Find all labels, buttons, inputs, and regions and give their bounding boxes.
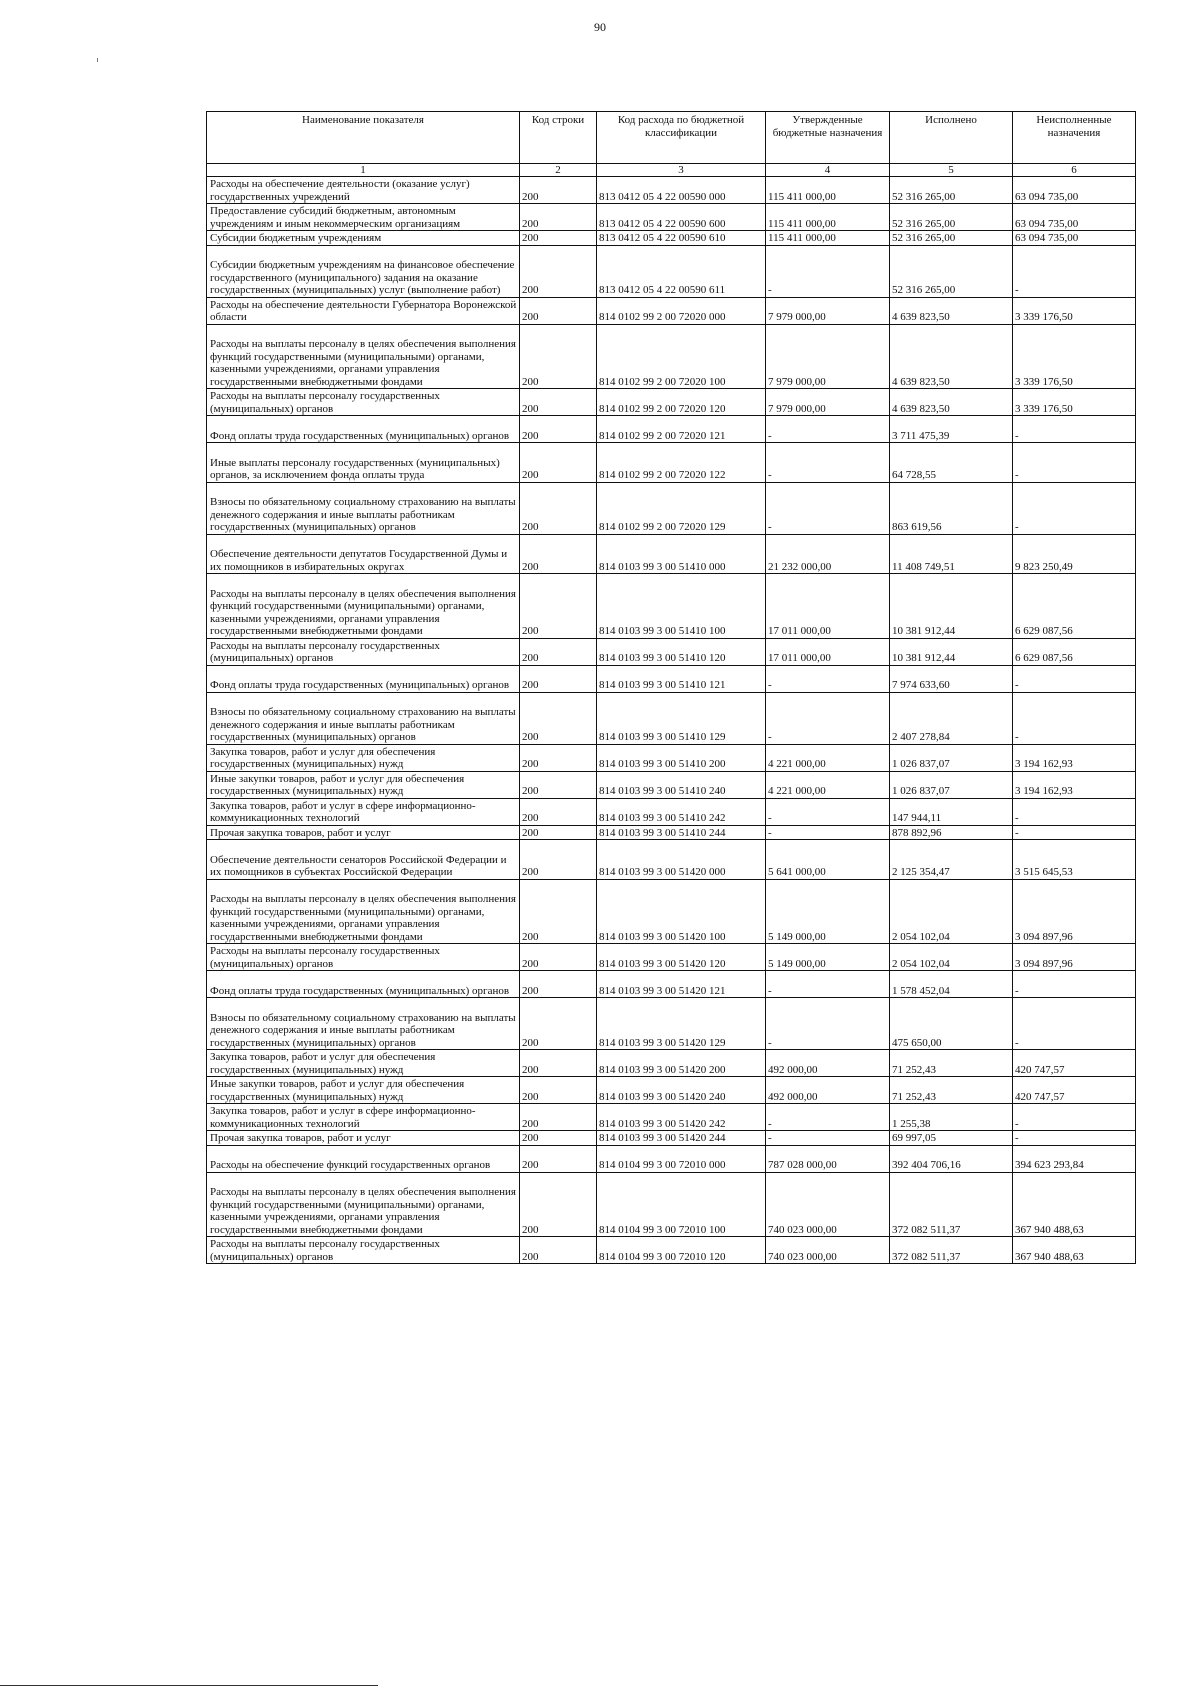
indicator-name-cell: Расходы на выплаты персоналу в целях обеспечения выполнения функций государственными (муниципальными) органами, казенными учреждениями, органами управления государственными внебюджетными фондами [207, 574, 520, 639]
approved-amount-cell: - [766, 1104, 890, 1131]
executed-amount-cell: 4 639 823,50 [890, 324, 1013, 389]
approved-amount-cell: 492 000,00 [766, 1077, 890, 1104]
table-row [207, 324, 1136, 389]
table-row [207, 944, 1136, 971]
header-unexecuted: Неисполненные назначения [1013, 112, 1136, 164]
indicator-name-cell: Фонд оплаты труда государственных (муниципальных) органов [207, 971, 520, 998]
line-code-cell: 200 [520, 638, 597, 665]
executed-amount-cell: 2 054 102,04 [890, 879, 1013, 944]
footer-divider [0, 1685, 378, 1686]
indicator-name-cell: Расходы на выплаты персоналу государственных (муниципальных) органов [207, 638, 520, 665]
executed-amount-cell: 4 639 823,50 [890, 297, 1013, 324]
unexecuted-amount-cell: 367 940 488,63 [1013, 1172, 1136, 1237]
indicator-name-cell: Взносы по обязательному социальному страхованию на выплаты денежного содержания и иные выплаты работникам государственных (муниципальных) органов [207, 998, 520, 1050]
budget-code-cell: 814 0103 99 3 00 51410 244 [597, 825, 766, 840]
budget-code-cell: 813 0412 05 4 22 00590 610 [597, 231, 766, 246]
indicator-name-cell: Фонд оплаты труда государственных (муниципальных) органов [207, 416, 520, 443]
budget-code-cell: 814 0103 99 3 00 51420 100 [597, 879, 766, 944]
approved-amount-cell: 5 149 000,00 [766, 879, 890, 944]
approved-amount-cell: 115 411 000,00 [766, 177, 890, 204]
table-row [207, 879, 1136, 944]
unexecuted-amount-cell: - [1013, 692, 1136, 744]
executed-amount-cell: 1 578 452,04 [890, 971, 1013, 998]
budget-code-cell: 814 0103 99 3 00 51410 200 [597, 744, 766, 771]
executed-amount-cell: 2 407 278,84 [890, 692, 1013, 744]
line-code-cell: 200 [520, 879, 597, 944]
approved-amount-cell: 5 149 000,00 [766, 944, 890, 971]
line-code-cell: 200 [520, 744, 597, 771]
unexecuted-amount-cell: 6 629 087,56 [1013, 574, 1136, 639]
line-code-cell: 200 [520, 971, 597, 998]
approved-amount-cell: 115 411 000,00 [766, 204, 890, 231]
executed-amount-cell: 64 728,55 [890, 443, 1013, 483]
column-number: 2 [520, 164, 597, 177]
executed-amount-cell: 475 650,00 [890, 998, 1013, 1050]
line-code-cell: 200 [520, 840, 597, 880]
approved-amount-cell: 492 000,00 [766, 1050, 890, 1077]
budget-code-cell: 814 0103 99 3 00 51410 100 [597, 574, 766, 639]
executed-amount-cell: 11 408 749,51 [890, 534, 1013, 574]
approved-amount-cell: 740 023 000,00 [766, 1172, 890, 1237]
unexecuted-amount-cell: 3 339 176,50 [1013, 389, 1136, 416]
budget-code-cell: 814 0103 99 3 00 51420 121 [597, 971, 766, 998]
indicator-name-cell: Расходы на обеспечение деятельности (оказание услуг) государственных учреждений [207, 177, 520, 204]
line-code-cell: 200 [520, 574, 597, 639]
line-code-cell: 200 [520, 177, 597, 204]
table-row [207, 1050, 1136, 1077]
indicator-name-cell: Субсидии бюджетным учреждениям [207, 231, 520, 246]
budget-code-cell: 814 0103 99 3 00 51410 242 [597, 798, 766, 825]
executed-amount-cell: 878 892,96 [890, 825, 1013, 840]
approved-amount-cell: - [766, 692, 890, 744]
indicator-name-cell: Прочая закупка товаров, работ и услуг [207, 825, 520, 840]
budget-code-cell: 813 0412 05 4 22 00590 611 [597, 245, 766, 297]
line-code-cell: 200 [520, 534, 597, 574]
table-row [207, 638, 1136, 665]
executed-amount-cell: 372 082 511,37 [890, 1237, 1013, 1264]
unexecuted-amount-cell: - [1013, 482, 1136, 534]
approved-amount-cell: 5 641 000,00 [766, 840, 890, 880]
table-row [207, 1145, 1136, 1172]
table-row [207, 825, 1136, 840]
budget-code-cell: 814 0104 99 3 00 72010 100 [597, 1172, 766, 1237]
table-row [207, 1172, 1136, 1237]
line-code-cell: 200 [520, 1104, 597, 1131]
indicator-name-cell: Закупка товаров, работ и услуг для обеспечения государственных (муниципальных) нужд [207, 744, 520, 771]
indicator-name-cell: Обеспечение деятельности депутатов Государственной Думы и их помощников в избирательных округах [207, 534, 520, 574]
executed-amount-cell: 52 316 265,00 [890, 177, 1013, 204]
unexecuted-amount-cell: - [1013, 998, 1136, 1050]
table-body [207, 177, 1136, 1264]
budget-code-cell: 814 0103 99 3 00 51410 120 [597, 638, 766, 665]
approved-amount-cell: 7 979 000,00 [766, 324, 890, 389]
unexecuted-amount-cell: - [1013, 245, 1136, 297]
budget-code-cell: 814 0103 99 3 00 51420 120 [597, 944, 766, 971]
line-code-cell: 200 [520, 665, 597, 692]
indicator-name-cell: Расходы на выплаты персоналу государственных (муниципальных) органов [207, 389, 520, 416]
line-code-cell: 200 [520, 204, 597, 231]
indicator-name-cell: Закупка товаров, работ и услуг в сфере информационно-коммуникационных технологий [207, 1104, 520, 1131]
table-row [207, 443, 1136, 483]
unexecuted-amount-cell: 3 339 176,50 [1013, 297, 1136, 324]
budget-code-cell: 814 0104 99 3 00 72010 120 [597, 1237, 766, 1264]
unexecuted-amount-cell: - [1013, 665, 1136, 692]
approved-amount-cell: 17 011 000,00 [766, 574, 890, 639]
executed-amount-cell: 7 974 633,60 [890, 665, 1013, 692]
executed-amount-cell: 69 997,05 [890, 1131, 1013, 1146]
approved-amount-cell: 21 232 000,00 [766, 534, 890, 574]
approved-amount-cell: 787 028 000,00 [766, 1145, 890, 1172]
unexecuted-amount-cell: - [1013, 416, 1136, 443]
table-row [207, 798, 1136, 825]
executed-amount-cell: 52 316 265,00 [890, 231, 1013, 246]
executed-amount-cell: 10 381 912,44 [890, 638, 1013, 665]
executed-amount-cell: 71 252,43 [890, 1050, 1013, 1077]
table-row [207, 245, 1136, 297]
table-row [207, 416, 1136, 443]
indicator-name-cell: Расходы на выплаты персоналу в целях обеспечения выполнения функций государственными (муниципальными) органами, казенными учреждениями, органами управления государственными внебюджетными фондами [207, 879, 520, 944]
budget-code-cell: 814 0102 99 2 00 72020 129 [597, 482, 766, 534]
line-code-cell: 200 [520, 416, 597, 443]
executed-amount-cell: 1 255,38 [890, 1104, 1013, 1131]
indicator-name-cell: Закупка товаров, работ и услуг для обеспечения государственных (муниципальных) нужд [207, 1050, 520, 1077]
line-code-cell: 200 [520, 324, 597, 389]
indicator-name-cell: Расходы на выплаты персоналу в целях обеспечения выполнения функций государственными (муниципальными) органами, казенными учреждениями, органами управления государственными внебюджетными фондами [207, 324, 520, 389]
approved-amount-cell: 115 411 000,00 [766, 231, 890, 246]
unexecuted-amount-cell: - [1013, 798, 1136, 825]
budget-code-cell: 813 0412 05 4 22 00590 000 [597, 177, 766, 204]
approved-amount-cell: - [766, 245, 890, 297]
unexecuted-amount-cell: 3 515 645,53 [1013, 840, 1136, 880]
line-code-cell: 200 [520, 1050, 597, 1077]
approved-amount-cell: - [766, 482, 890, 534]
approved-amount-cell: 4 221 000,00 [766, 744, 890, 771]
approved-amount-cell: 17 011 000,00 [766, 638, 890, 665]
unexecuted-amount-cell: 367 940 488,63 [1013, 1237, 1136, 1264]
table-row [207, 1077, 1136, 1104]
indicator-name-cell: Предоставление субсидий бюджетным, автономным учреждениям и иным некоммерческим организациям [207, 204, 520, 231]
table-row [207, 744, 1136, 771]
line-code-cell: 200 [520, 1172, 597, 1237]
unexecuted-amount-cell: - [1013, 971, 1136, 998]
executed-amount-cell: 10 381 912,44 [890, 574, 1013, 639]
header-line-code: Код строки [520, 112, 597, 164]
budget-code-cell: 814 0103 99 3 00 51410 129 [597, 692, 766, 744]
table-header-row [207, 112, 1136, 164]
table-row [207, 204, 1136, 231]
line-code-cell: 200 [520, 389, 597, 416]
indicator-name-cell: Иные выплаты персоналу государственных (муниципальных) органов, за исключением фонда оплаты труда [207, 443, 520, 483]
unexecuted-amount-cell: - [1013, 443, 1136, 483]
approved-amount-cell: - [766, 971, 890, 998]
unexecuted-amount-cell: - [1013, 1131, 1136, 1146]
line-code-cell: 200 [520, 825, 597, 840]
budget-code-cell: 814 0102 99 2 00 72020 120 [597, 389, 766, 416]
line-code-cell: 200 [520, 692, 597, 744]
unexecuted-amount-cell: - [1013, 825, 1136, 840]
header-indicator-name: Наименование показателя [207, 112, 520, 164]
line-code-cell: 200 [520, 998, 597, 1050]
budget-code-cell: 814 0102 99 2 00 72020 121 [597, 416, 766, 443]
indicator-name-cell: Расходы на обеспечение функций государственных органов [207, 1145, 520, 1172]
budget-code-cell: 813 0412 05 4 22 00590 600 [597, 204, 766, 231]
table-row [207, 1237, 1136, 1264]
budget-code-cell: 814 0103 99 3 00 51420 240 [597, 1077, 766, 1104]
table-row [207, 534, 1136, 574]
table-row [207, 482, 1136, 534]
executed-amount-cell: 3 711 475,39 [890, 416, 1013, 443]
column-number: 3 [597, 164, 766, 177]
line-code-cell: 200 [520, 1237, 597, 1264]
indicator-name-cell: Расходы на выплаты персоналу в целях обеспечения выполнения функций государственными (муниципальными) органами, казенными учреждениями, органами управления государственными внебюджетными фондами [207, 1172, 520, 1237]
line-code-cell: 200 [520, 798, 597, 825]
budget-code-cell: 814 0102 99 2 00 72020 000 [597, 297, 766, 324]
line-code-cell: 200 [520, 1131, 597, 1146]
unexecuted-amount-cell: 3 194 162,93 [1013, 744, 1136, 771]
line-code-cell: 200 [520, 771, 597, 798]
executed-amount-cell: 372 082 511,37 [890, 1172, 1013, 1237]
unexecuted-amount-cell: 3 094 897,96 [1013, 879, 1136, 944]
unexecuted-amount-cell: 420 747,57 [1013, 1050, 1136, 1077]
unexecuted-amount-cell: 63 094 735,00 [1013, 204, 1136, 231]
unexecuted-amount-cell: - [1013, 1104, 1136, 1131]
line-code-cell: 200 [520, 231, 597, 246]
table-row [207, 389, 1136, 416]
line-code-cell: 200 [520, 443, 597, 483]
approved-amount-cell: - [766, 416, 890, 443]
line-code-cell: 200 [520, 297, 597, 324]
scan-mark [97, 58, 98, 62]
unexecuted-amount-cell: 3 339 176,50 [1013, 324, 1136, 389]
unexecuted-amount-cell: 63 094 735,00 [1013, 177, 1136, 204]
table-row [207, 665, 1136, 692]
indicator-name-cell: Расходы на обеспечение деятельности Губернатора Воронежской области [207, 297, 520, 324]
budget-code-cell: 814 0102 99 2 00 72020 100 [597, 324, 766, 389]
page-number: 90 [594, 20, 606, 34]
indicator-name-cell: Обеспечение деятельности сенаторов Российской Федерации и их помощников в субъектах Российской Федерации [207, 840, 520, 880]
executed-amount-cell: 1 026 837,07 [890, 744, 1013, 771]
table-row [207, 840, 1136, 880]
table-row [207, 998, 1136, 1050]
budget-code-cell: 814 0103 99 3 00 51410 000 [597, 534, 766, 574]
budget-code-cell: 814 0103 99 3 00 51420 129 [597, 998, 766, 1050]
unexecuted-amount-cell: 6 629 087,56 [1013, 638, 1136, 665]
line-code-cell: 200 [520, 1145, 597, 1172]
approved-amount-cell: 740 023 000,00 [766, 1237, 890, 1264]
table-row [207, 692, 1136, 744]
indicator-name-cell: Взносы по обязательному социальному страхованию на выплаты денежного содержания и иные выплаты работникам государственных (муниципальных) органов [207, 482, 520, 534]
executed-amount-cell: 4 639 823,50 [890, 389, 1013, 416]
approved-amount-cell: - [766, 998, 890, 1050]
approved-amount-cell: - [766, 665, 890, 692]
executed-amount-cell: 147 944,11 [890, 798, 1013, 825]
approved-amount-cell: 4 221 000,00 [766, 771, 890, 798]
approved-amount-cell: - [766, 825, 890, 840]
table-row [207, 771, 1136, 798]
executed-amount-cell: 2 125 354,47 [890, 840, 1013, 880]
budget-code-cell: 814 0103 99 3 00 51420 000 [597, 840, 766, 880]
unexecuted-amount-cell: 3 094 897,96 [1013, 944, 1136, 971]
executed-amount-cell: 52 316 265,00 [890, 204, 1013, 231]
expenditure-report-table [206, 111, 1136, 1264]
budget-code-cell: 814 0103 99 3 00 51420 200 [597, 1050, 766, 1077]
indicator-name-cell: Закупка товаров, работ и услуг в сфере информационно-коммуникационных технологий [207, 798, 520, 825]
indicator-name-cell: Взносы по обязательному социальному страхованию на выплаты денежного содержания и иные выплаты работникам государственных (муниципальных) органов [207, 692, 520, 744]
table-row [207, 1131, 1136, 1146]
approved-amount-cell: 7 979 000,00 [766, 297, 890, 324]
indicator-name-cell: Расходы на выплаты персоналу государственных (муниципальных) органов [207, 944, 520, 971]
header-executed: Исполнено [890, 112, 1013, 164]
unexecuted-amount-cell: 63 094 735,00 [1013, 231, 1136, 246]
line-code-cell: 200 [520, 1077, 597, 1104]
column-number: 1 [207, 164, 520, 177]
budget-code-cell: 814 0104 99 3 00 72010 000 [597, 1145, 766, 1172]
budget-code-cell: 814 0103 99 3 00 51420 244 [597, 1131, 766, 1146]
budget-code-cell: 814 0103 99 3 00 51420 242 [597, 1104, 766, 1131]
indicator-name-cell: Прочая закупка товаров, работ и услуг [207, 1131, 520, 1146]
budget-code-cell: 814 0103 99 3 00 51410 121 [597, 665, 766, 692]
approved-amount-cell: - [766, 1131, 890, 1146]
unexecuted-amount-cell: 394 623 293,84 [1013, 1145, 1136, 1172]
column-number: 6 [1013, 164, 1136, 177]
table-row [207, 297, 1136, 324]
indicator-name-cell: Иные закупки товаров, работ и услуг для обеспечения государственных (муниципальных) нужд [207, 1077, 520, 1104]
executed-amount-cell: 71 252,43 [890, 1077, 1013, 1104]
indicator-name-cell: Субсидии бюджетным учреждениям на финансовое обеспечение государственного (муниципального) задания на оказание государственных (муниципальных) услуг (выполнение работ) [207, 245, 520, 297]
table-row [207, 971, 1136, 998]
executed-amount-cell: 392 404 706,16 [890, 1145, 1013, 1172]
approved-amount-cell: 7 979 000,00 [766, 389, 890, 416]
indicator-name-cell: Расходы на выплаты персоналу государственных (муниципальных) органов [207, 1237, 520, 1264]
unexecuted-amount-cell: 9 823 250,49 [1013, 534, 1136, 574]
header-budget-code: Код расхода по бюджетной классификации [597, 112, 766, 164]
column-number: 5 [890, 164, 1013, 177]
table-row [207, 574, 1136, 639]
unexecuted-amount-cell: 3 194 162,93 [1013, 771, 1136, 798]
approved-amount-cell: - [766, 443, 890, 483]
indicator-name-cell: Фонд оплаты труда государственных (муниципальных) органов [207, 665, 520, 692]
line-code-cell: 200 [520, 944, 597, 971]
executed-amount-cell: 2 054 102,04 [890, 944, 1013, 971]
column-number: 4 [766, 164, 890, 177]
table-row [207, 231, 1136, 246]
budget-code-cell: 814 0103 99 3 00 51410 240 [597, 771, 766, 798]
approved-amount-cell: - [766, 798, 890, 825]
table-row [207, 177, 1136, 204]
unexecuted-amount-cell: 420 747,57 [1013, 1077, 1136, 1104]
table-row [207, 1104, 1136, 1131]
column-number-row [207, 164, 1136, 177]
line-code-cell: 200 [520, 245, 597, 297]
line-code-cell: 200 [520, 482, 597, 534]
header-approved: Утвержденные бюджетные назначения [766, 112, 890, 164]
executed-amount-cell: 1 026 837,07 [890, 771, 1013, 798]
executed-amount-cell: 863 619,56 [890, 482, 1013, 534]
indicator-name-cell: Иные закупки товаров, работ и услуг для обеспечения государственных (муниципальных) нужд [207, 771, 520, 798]
budget-code-cell: 814 0102 99 2 00 72020 122 [597, 443, 766, 483]
executed-amount-cell: 52 316 265,00 [890, 245, 1013, 297]
